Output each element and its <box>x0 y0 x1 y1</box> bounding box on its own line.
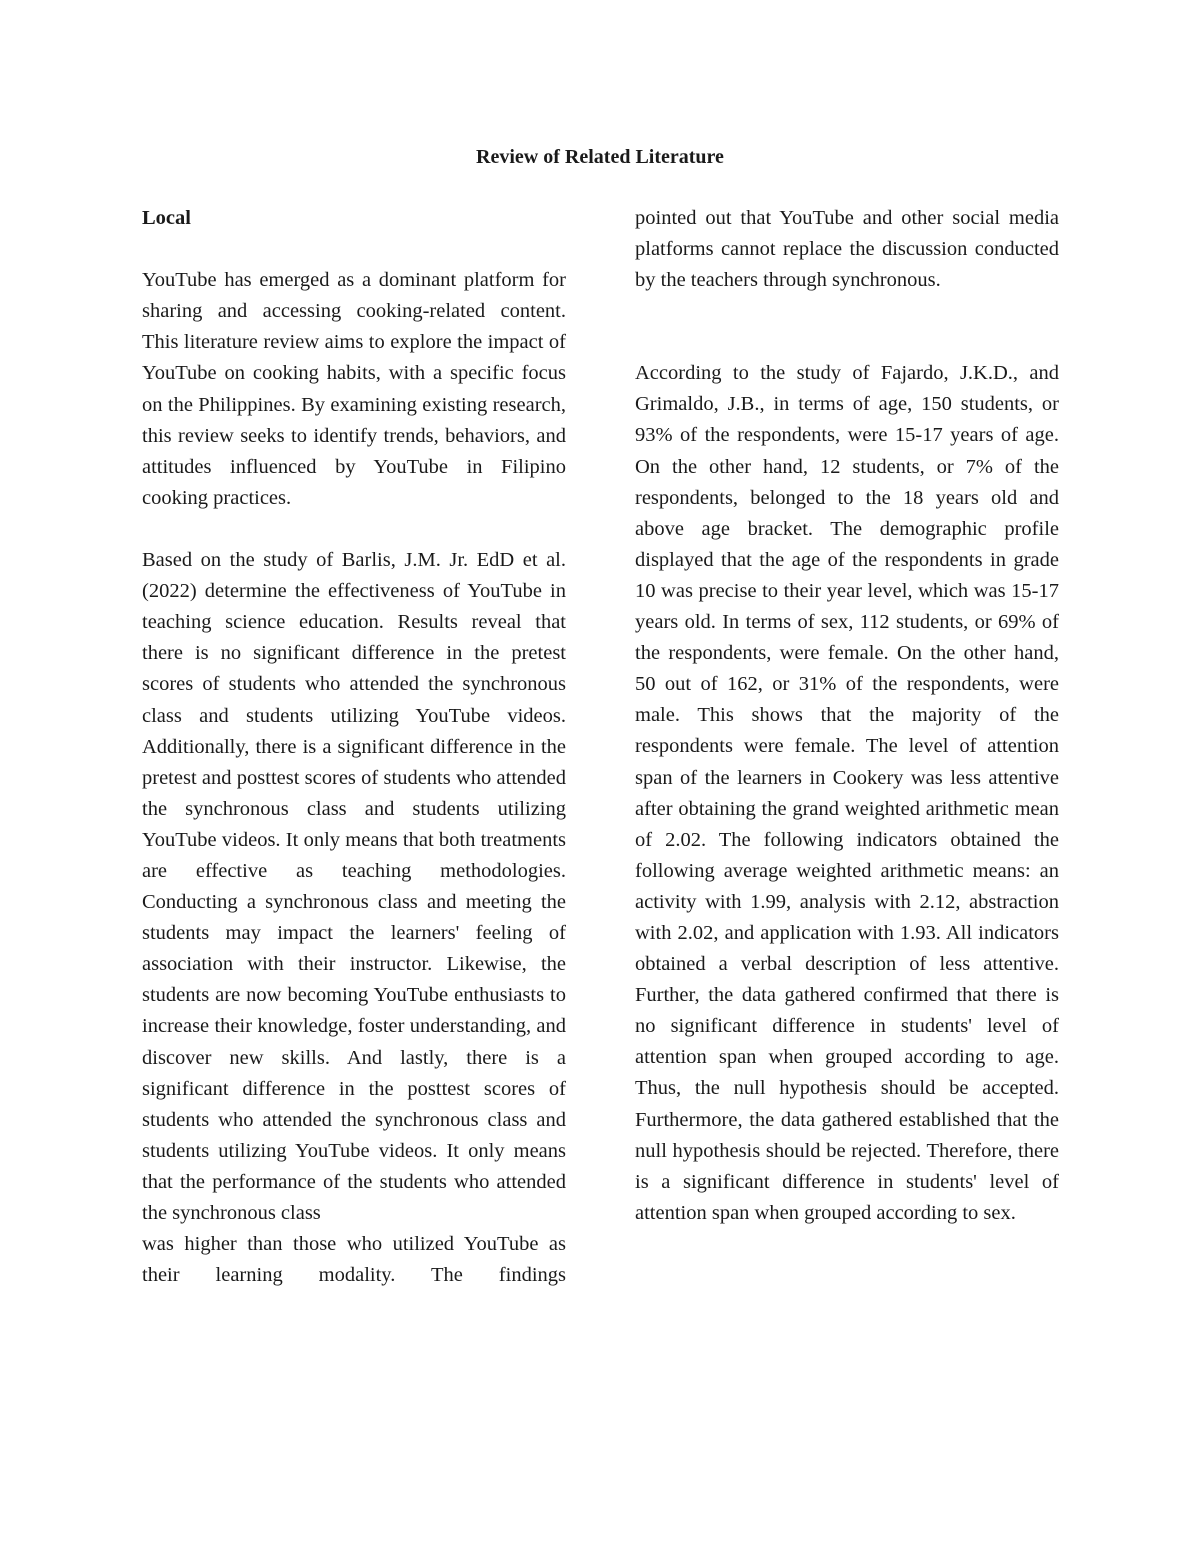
barlis-study-paragraph-continued: was higher than those who utilized YouTube as their learning modality. The findings <box>142 1233 566 1287</box>
findings-continuation-paragraph: pointed out that YouTube and other social media platforms cannot replace the discussion conducted by the teachers through synchronous. <box>635 207 1059 292</box>
left-column <box>142 203 566 1291</box>
section-heading-local: Local <box>142 207 191 229</box>
page-title: Review of Related Literature <box>476 146 724 168</box>
fajardo-study-paragraph: According to the study of Fajardo, J.K.D., and Grimaldo, J.B., in terms of age, 150 students, or 93% of the respondents, were 15-17 years of age. On the other hand, 12 students, or 7% of the respondents, belonged to the 18 years old and above age bracket. The demographic profile displayed that the age of the respondents in grade 10 was precise to their year level, which was 15-17 years old. In terms of sex, 112 students, or 69% of the respondents, were female. On the other hand, 50 out of 162, or 31% of the respondents, were male. This shows that the majority of the respondents were female. The level of attention span of the learners in Cookery was less attentive after obtaining the grand weighted arithmetic mean of 2.02. The following indicators obtained the following average weighted arithmetic means: an activity with 1.99, analysis with 2.12, abstraction with 2.02, and application with 1.93. All indicators obtained a verbal description of less attentive. Further, the data gathered confirmed that there is no significant difference in students' level of attention span when grouped according to age. Thus, the null hypothesis should be accepted. Furthermore, the data gathered established that the null hypothesis should be rejected. Therefore, there is a significant difference in students' level of attention span when grouped according to sex. <box>635 362 1059 1224</box>
intro-paragraph: YouTube has emerged as a dominant platform for sharing and accessing cooking-related content. This literature review aims to explore the impact of YouTube on cooking habits, with a specific focus on the Philippines. By examining existing research, this review seeks to identify trends, behaviors, and attitudes influenced by YouTube in Filipino cooking practices. <box>142 269 566 509</box>
right-column <box>635 203 1059 1229</box>
barlis-study-paragraph: Based on the study of Barlis, J.M. Jr. EdD et al. (2022) determine the effectiveness of YouTube in teaching science education. Results reveal that there is no significant difference in the pretest scores of students who attended the synchronous class and students utilizing YouTube videos. Additionally, there is a significant difference in the pretest and posttest scores of students who attended the synchronous class and students utilizing YouTube videos. It only means that both treatments are effective as teaching methodologies. Conducting a synchronous class and meeting the students may impact the learners' feeling of association with their instructor. Likewise, the students are now becoming YouTube enthusiasts to increase their knowledge, foster understanding, and discover new skills. And lastly, there is a significant difference in the posttest scores of students who attended the synchronous class and students utilizing YouTube videos. It only means that the performance of the students who attended the synchronous class <box>142 549 566 1224</box>
